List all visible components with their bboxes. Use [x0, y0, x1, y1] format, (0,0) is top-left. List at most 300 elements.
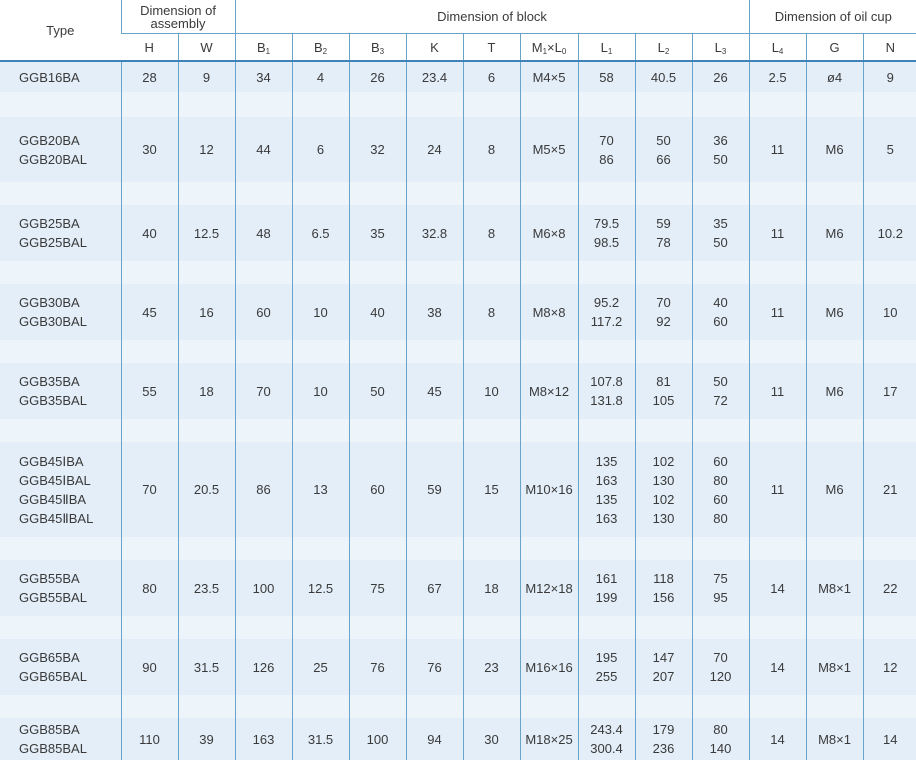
cell-value: 76 [427, 659, 442, 675]
cell-value: 70 [599, 132, 614, 148]
table-row [0, 560, 916, 616]
table-cell [463, 61, 520, 92]
cell-value: 40 [370, 304, 385, 320]
column-header [178, 34, 235, 62]
spacer-cell [406, 92, 463, 117]
cell-value: 80 [142, 580, 157, 596]
cell-value: 130 [652, 472, 675, 488]
header-group-oil-cup: Dimension of oil cup [749, 0, 916, 34]
cell-value: 50 [713, 235, 728, 250]
table-cell [349, 442, 406, 537]
cell-value: 86 [599, 151, 614, 167]
cell-value: 11 [770, 383, 785, 399]
table-header [0, 0, 916, 61]
spacer-cell [0, 340, 121, 363]
spacer-cell [635, 616, 692, 639]
cell-value: 26 [713, 69, 728, 85]
cell-value: 10 [313, 383, 328, 399]
table-cell [121, 61, 178, 92]
cell-value: 36 [713, 132, 728, 148]
table-cell [806, 117, 863, 182]
cell-value: 86 [256, 482, 271, 497]
table-cell [578, 639, 635, 695]
table-cell [235, 61, 292, 92]
cell-value: 48 [256, 225, 271, 241]
spacer-cell [178, 340, 235, 363]
cell-value: 70 [656, 295, 671, 310]
table-cell [349, 639, 406, 695]
cell-value: 78 [656, 235, 671, 250]
spacer-cell [349, 419, 406, 442]
table-cell [635, 442, 692, 537]
table-cell [121, 442, 178, 537]
cell-value: 156 [652, 590, 675, 605]
spacer-cell [749, 182, 806, 205]
spacer-cell [520, 419, 578, 442]
table-cell [178, 61, 235, 92]
spacer-cell [635, 340, 692, 363]
spacer-cell [235, 616, 292, 639]
column-header-label: L [714, 39, 722, 55]
column-header-label: G [829, 39, 840, 55]
cell-value: 80 [713, 510, 728, 526]
column-header-subscript: 2 [664, 46, 670, 56]
spacer-cell [292, 92, 349, 117]
spacer-cell [692, 340, 749, 363]
spacer-cell [463, 92, 520, 117]
spacer-cell [0, 182, 121, 205]
cell-value: GGB25BAL [19, 235, 87, 250]
column-header-subscript: 4 [778, 46, 784, 56]
spacer-cell [178, 182, 235, 205]
cell-value: 255 [595, 669, 618, 684]
spacer-cell [178, 261, 235, 284]
spacer-cell [578, 92, 635, 117]
cell-value: 76 [370, 659, 385, 675]
cell-value: 135 [595, 491, 618, 507]
spacer-cell [520, 182, 578, 205]
table-cell [578, 442, 635, 537]
cell-value: M6 [825, 142, 844, 157]
spacer-cell [635, 182, 692, 205]
spacer-cell [863, 537, 916, 560]
cell-value: 32.8 [421, 225, 448, 241]
cell-value: 163 [252, 731, 275, 747]
column-header-subscript: 1 [265, 46, 271, 56]
table-cell [692, 363, 749, 419]
cell-value: GGB55BAL [19, 590, 87, 605]
table-cell [692, 560, 749, 616]
row-spacer [0, 182, 916, 205]
table-cell [749, 639, 806, 695]
table-cell [406, 718, 463, 760]
cell-value: 70 [142, 482, 157, 497]
table-cell [520, 363, 578, 419]
spacer-cell [406, 695, 463, 718]
table-cell [749, 205, 806, 261]
cell-value: 24 [427, 142, 442, 157]
table-cell [749, 718, 806, 760]
table-cell [406, 284, 463, 340]
table-cell [292, 117, 349, 182]
cell-value: GGB25BA [19, 216, 80, 231]
spacer-cell [463, 261, 520, 284]
spacer-cell [349, 261, 406, 284]
spacer-cell [235, 261, 292, 284]
spacer-cell [806, 537, 863, 560]
spacer-cell [121, 695, 178, 718]
cell-value: 55 [142, 383, 157, 399]
table-cell [235, 284, 292, 340]
spacer-cell [406, 537, 463, 560]
spacer-cell [178, 616, 235, 639]
spacer-cell [749, 261, 806, 284]
cell-value: GGB45ⅠBA [19, 453, 84, 469]
table-cell [406, 639, 463, 695]
cell-value: 8 [487, 225, 496, 241]
cell-value: ø4 [826, 69, 843, 85]
table-row [0, 442, 916, 537]
table-cell [520, 205, 578, 261]
cell-value: 79.5 [593, 216, 620, 231]
spacer-cell [121, 182, 178, 205]
spacer-cell [749, 537, 806, 560]
cell-value: 50 [713, 151, 728, 167]
spacer-cell [520, 616, 578, 639]
cell-value: M6 [825, 225, 844, 241]
cell-value: 50 [370, 383, 385, 399]
table-cell [292, 639, 349, 695]
spacer-cell [406, 182, 463, 205]
cell-value: 28 [142, 69, 157, 85]
cell-value: 38 [427, 304, 442, 320]
cell-value: 30 [142, 142, 157, 157]
table-cell [349, 718, 406, 760]
table-cell [806, 284, 863, 340]
spacer-cell [863, 261, 916, 284]
table-cell [749, 442, 806, 537]
table-cell [578, 718, 635, 760]
table-cell [635, 363, 692, 419]
cell-value: M6 [825, 482, 844, 497]
spacer-cell [178, 537, 235, 560]
cell-value: 102 [652, 453, 675, 469]
cell-value: M5×5 [532, 142, 566, 157]
cell-value: GGB16BA [19, 69, 80, 85]
spacer-cell [0, 537, 121, 560]
table-cell [178, 117, 235, 182]
spacer-cell [406, 419, 463, 442]
column-header [635, 34, 692, 62]
spacer-cell [863, 340, 916, 363]
column-header-label: ×L [547, 39, 562, 55]
cell-value: 105 [652, 393, 675, 408]
spacer-cell [121, 537, 178, 560]
cell-value: M12×18 [525, 580, 573, 596]
row-spacer [0, 537, 916, 560]
spacer-cell [863, 419, 916, 442]
type-cell [0, 205, 121, 261]
table-row [0, 363, 916, 419]
cell-value: 59 [427, 482, 442, 497]
cell-value: GGB55BA [19, 571, 80, 586]
cell-value: 6.5 [311, 225, 330, 241]
column-header-label: T [487, 39, 496, 55]
table-cell [292, 284, 349, 340]
spacer-cell [292, 419, 349, 442]
table-cell [863, 442, 916, 537]
cell-value: 25 [313, 659, 328, 675]
table-cell [635, 117, 692, 182]
cell-value: 75 [713, 571, 728, 586]
column-header-label: L [657, 39, 665, 55]
cell-value: 50 [713, 374, 728, 389]
table-cell [863, 560, 916, 616]
cell-value: 94 [427, 731, 442, 747]
column-header-label: W [200, 39, 213, 55]
spacer-cell [0, 92, 121, 117]
cell-value: 95.2 [593, 295, 620, 310]
spacer-cell [806, 616, 863, 639]
table-cell [121, 718, 178, 760]
cell-value: GGB85BA [19, 722, 80, 737]
table-cell [349, 117, 406, 182]
table-cell [235, 117, 292, 182]
cell-value: 4 [316, 69, 325, 85]
table-cell [578, 363, 635, 419]
table-cell [121, 560, 178, 616]
row-spacer [0, 695, 916, 718]
spacer-cell [0, 616, 121, 639]
cell-value: 14 [883, 731, 898, 747]
spacer-cell [349, 92, 406, 117]
spacer-cell [349, 616, 406, 639]
table-cell [863, 718, 916, 760]
table-cell [292, 560, 349, 616]
table-row [0, 205, 916, 261]
spacer-cell [806, 419, 863, 442]
cell-value: 9 [202, 69, 211, 85]
table-cell [578, 205, 635, 261]
column-header-subscript: 1 [542, 46, 548, 56]
cell-value: GGB20BA [19, 132, 80, 148]
table-cell [578, 560, 635, 616]
spacer-cell [578, 419, 635, 442]
table-cell [463, 363, 520, 419]
spacer-cell [463, 695, 520, 718]
spacer-cell [121, 419, 178, 442]
cell-value: 72 [713, 393, 728, 408]
spacer-cell [692, 616, 749, 639]
table-cell [121, 363, 178, 419]
table-cell [406, 117, 463, 182]
table-cell [121, 639, 178, 695]
table-cell [121, 284, 178, 340]
spacer-cell [121, 340, 178, 363]
table-cell [635, 718, 692, 760]
cell-value: GGB65BAL [19, 669, 87, 684]
cell-value: 18 [199, 383, 214, 399]
spacer-cell [235, 419, 292, 442]
column-header [806, 34, 863, 62]
spacer-cell [635, 537, 692, 560]
cell-value: 60 [713, 491, 728, 507]
table-cell [178, 442, 235, 537]
cell-value: 32 [370, 142, 385, 157]
cell-value: 13 [313, 482, 328, 497]
table-cell [806, 718, 863, 760]
table-cell [235, 718, 292, 760]
spacer-cell [121, 616, 178, 639]
cell-value: 75 [370, 580, 385, 596]
cell-value: M6 [825, 304, 844, 320]
table-cell [235, 205, 292, 261]
column-header-subscript: 2 [322, 46, 328, 56]
cell-value: 118 [653, 571, 674, 586]
cell-value: 195 [595, 650, 618, 665]
column-header-label: B [313, 39, 323, 55]
type-cell [0, 639, 121, 695]
type-cell [0, 560, 121, 616]
cell-value: 80 [713, 472, 728, 488]
cell-value: 207 [652, 669, 675, 684]
table-cell [806, 205, 863, 261]
table-row [0, 284, 916, 340]
spacer-cell [692, 419, 749, 442]
cell-value: 14 [770, 580, 785, 596]
table-cell [349, 284, 406, 340]
table-cell [806, 61, 863, 92]
column-header [349, 34, 406, 62]
cell-value: 110 [139, 731, 160, 747]
table-cell [235, 363, 292, 419]
cell-value: 8 [487, 304, 496, 320]
cell-value: 11 [770, 225, 785, 241]
spacer-cell [292, 616, 349, 639]
cell-value: 22 [883, 580, 898, 596]
spacer-cell [0, 419, 121, 442]
table-cell [349, 363, 406, 419]
cell-value: M4×5 [532, 69, 566, 85]
table-cell [463, 442, 520, 537]
table-cell [578, 117, 635, 182]
table-cell [292, 363, 349, 419]
cell-value: GGB30BA [19, 295, 80, 310]
table-cell [863, 61, 916, 92]
table-cell [406, 560, 463, 616]
spacer-cell [806, 340, 863, 363]
table-cell [121, 205, 178, 261]
spacer-cell [121, 261, 178, 284]
cell-value: 35 [713, 216, 728, 231]
spacer-cell [749, 92, 806, 117]
table-cell [121, 117, 178, 182]
cell-value: M8×8 [532, 304, 566, 320]
spacer-cell [292, 261, 349, 284]
cell-value: M16×16 [525, 659, 573, 675]
table-cell [463, 639, 520, 695]
column-header-label: H [144, 39, 154, 55]
spacer-cell [463, 537, 520, 560]
table-cell [520, 117, 578, 182]
cell-value: 18 [484, 580, 499, 596]
table-cell [749, 61, 806, 92]
cell-value: 59 [656, 216, 671, 231]
row-spacer [0, 419, 916, 442]
column-header-label: N [885, 39, 895, 55]
cell-value: GGB45ⅠBAL [19, 472, 91, 488]
table-cell [463, 117, 520, 182]
cell-value: M8×12 [528, 383, 570, 399]
spacer-cell [292, 182, 349, 205]
type-cell [0, 442, 121, 537]
spacer-cell [692, 92, 749, 117]
cell-value: 199 [595, 590, 618, 605]
spacer-cell [806, 182, 863, 205]
spacer-cell [578, 695, 635, 718]
cell-value: 11 [770, 142, 785, 157]
spacer-cell [863, 92, 916, 117]
table-cell [749, 363, 806, 419]
spacer-cell [463, 182, 520, 205]
cell-value: 39 [199, 731, 214, 747]
table-cell [235, 560, 292, 616]
spacer-cell [235, 537, 292, 560]
cell-value: 102 [652, 491, 675, 507]
cell-value: 23 [484, 659, 499, 675]
row-spacer [0, 616, 916, 639]
cell-value: 31.5 [307, 731, 334, 747]
table-cell [863, 363, 916, 419]
spacer-cell [235, 182, 292, 205]
cell-value: GGB45ⅡBAL [19, 510, 94, 526]
cell-value: 70 [713, 650, 728, 665]
column-header [463, 34, 520, 62]
cell-value: 6 [316, 142, 325, 157]
spacer-cell [692, 537, 749, 560]
cell-value: 179 [652, 722, 675, 737]
cell-value: 31.5 [193, 659, 220, 675]
cell-value: 44 [256, 142, 271, 157]
spacer-cell [863, 616, 916, 639]
cell-value: 100 [252, 580, 275, 596]
header-group-block: Dimension of block [235, 0, 749, 34]
table-cell [463, 284, 520, 340]
type-cell [0, 718, 121, 760]
cell-value: 16 [199, 304, 214, 320]
spacer-cell [806, 261, 863, 284]
cell-value: 60 [713, 453, 728, 469]
cell-value: M10×16 [525, 482, 573, 497]
table-cell [863, 284, 916, 340]
column-header [863, 34, 916, 62]
column-header [520, 34, 578, 62]
column-header-subscript: 0 [561, 46, 567, 56]
column-header [406, 34, 463, 62]
spacer-cell [520, 261, 578, 284]
type-cell [0, 284, 121, 340]
cell-value: 15 [484, 482, 499, 497]
spacer-cell [0, 695, 121, 718]
cell-value: 10 [883, 304, 898, 320]
table-cell [349, 205, 406, 261]
column-header [121, 34, 178, 62]
table-cell [406, 205, 463, 261]
cell-value: 14 [770, 659, 785, 675]
table-cell [806, 560, 863, 616]
spacer-cell [178, 695, 235, 718]
cell-value: 11 [770, 482, 785, 497]
